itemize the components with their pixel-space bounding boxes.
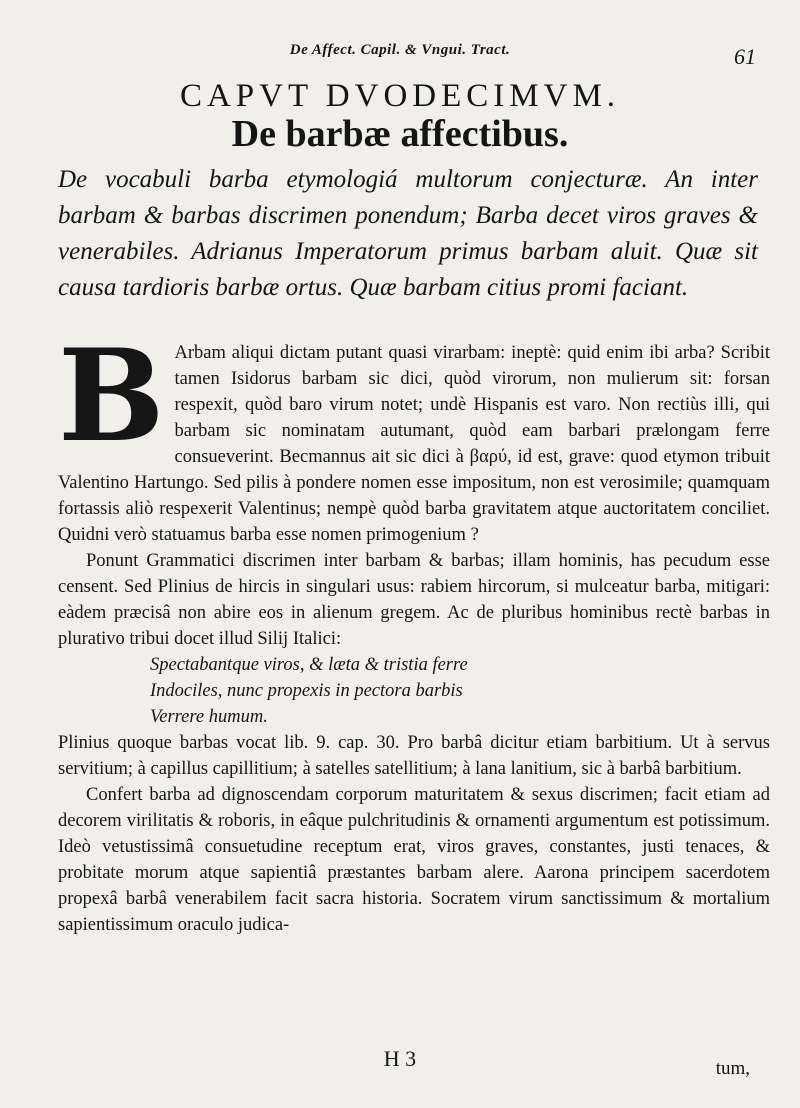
paragraph: Arbam aliqui dictam putant quasi virarbam: ineptè: quid enim ibi arba? Scribit tamen Isidorus barbam sic dici, quòd virorum, non mulierum sit: forsan respexit, quòd baro virum notet; undè Hispanis est varo. Non rectiùs illi, qui barbam sic nominatam autumant, quòd eam barbari prælongam ferre consueverint. Becmannus ait sic dici à βαρύ, id est, grave: quod etymon tribuit Valentino Hartungo. Sed pilis à pondere nomen esse impositum, non est verosimile; quamquam fortassis aliò respexerit Valentinus; nempè quòd barba gravitatem atque auctoritatem conciliet. Quidni verò statuamus barba esse nomen primogenium ?	[58, 343, 770, 545]
paragraph: Confert barba ad dignoscendam corporum maturitatem & sexus discrimen; facit etiam ad decorem virilitatis & roboris, in eâque pulchritudinis & ornamenti argumentum est potissimum. Ideò vetustissimâ consuetudine receptum erat, viros graves, constantes, justi tenaces, & probitate morum atque sapientiâ præstantes barbam alere. Aarona principem sacerdotem propexâ barbâ venerabilem facit sacra historia. Socratem virum sanctissimum & mortalium sapientissimum oraculo judica-	[58, 785, 770, 935]
chapter-heading: CAPVT DVODECIMVM.	[179, 78, 621, 114]
verse-line: Verrere humum.	[150, 707, 268, 727]
chapter-summary: De vocabuli barba etymologiá multorum conjecturæ. An inter barbam & barbas discrimen ponendum; Barba decet viros graves & venerabiles. Adrianus Imperatorum primus barbam aluit. Quæ sit causa tardioris barbæ ortus. Quæ barbam citius promi faciant.	[58, 166, 758, 301]
signature-mark: H 3	[383, 1046, 417, 1071]
drop-cap: B	[58, 322, 165, 470]
page-number: 61	[734, 44, 756, 69]
paragraph: Ponunt Grammatici discrimen inter barbam & barbas; illam hominis, has pecudum esse censent. Sed Plinius de hircis in singulari usus: rabiem hircorum, si mulceatur barba, mitigari: eàdem præcisâ non abire eos in alienum gregem. Ac de pluribus hominibus rectè barbas in plurativo tribui docet illud Silij Italici:	[58, 551, 770, 649]
running-head: De Affect. Capil. & Vngui. Tract.	[289, 42, 511, 58]
paragraph: Plinius quoque barbas vocat lib. 9. cap. 30. Pro barbâ dicitur etiam barbitium. Ut à servus servitium; à capillus capillitium; à satelles satellitium; à lana lanitium, sic à barbâ barbitium.	[58, 733, 770, 779]
catchword: tum,	[715, 1058, 750, 1079]
verse-line: Indociles, nunc propexis in pectora barbis	[150, 681, 463, 701]
body-text	[58, 322, 770, 938]
chapter-title: De barbæ affectibus.	[231, 113, 569, 155]
verse-line: Spectabantque viros, & læta & tristia ferre	[150, 655, 468, 675]
